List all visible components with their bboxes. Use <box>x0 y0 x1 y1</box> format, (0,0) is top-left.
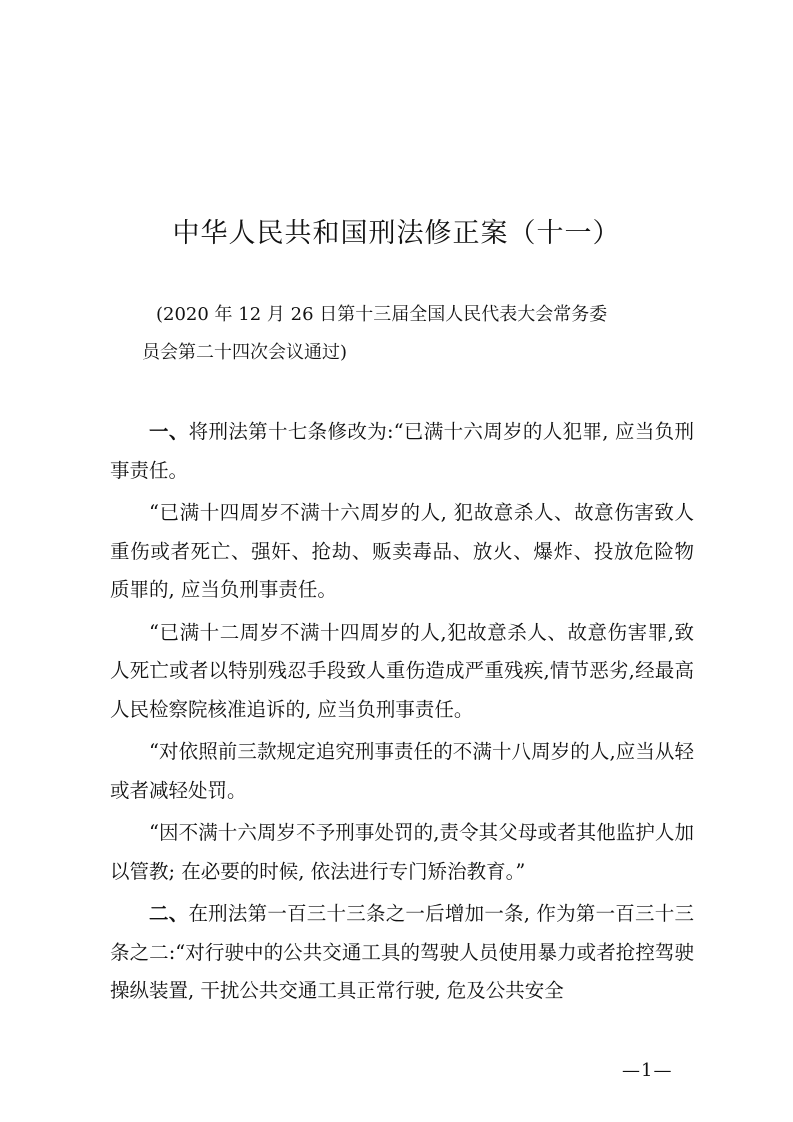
paragraph-5 <box>110 814 694 891</box>
subtitle-line-2: 员会第二十四次会议通过) <box>142 342 348 363</box>
document-subtitle <box>142 296 682 372</box>
paragraph-1-text: 将刑法第十七条修改为:“已满十六周岁的人犯罪, 应当负刑事责任。 <box>110 420 694 482</box>
paragraph-2-text: “已满十四周岁不满十六周岁的人, 犯故意杀人、故意伤害致人重伤或者死亡、强奸、抢劫、贩卖毒品、放火、爆炸、投放危险物质罪的, 应当负刑事责任。 <box>110 501 694 601</box>
paragraph-3-text: “已满十二周岁不满十四周岁的人,犯故意杀人、故意伤害罪,致人死亡或者以特别残忍手段致人重伤造成严重残疾,情节恶劣,经最高人民检察院核准追诉的, 应当负刑事责任。 <box>110 620 694 721</box>
document-title: 中华人民共和国刑法修正案（十一） <box>172 218 621 249</box>
page-number: —1— <box>622 1060 673 1081</box>
paragraph-3 <box>110 614 694 730</box>
paragraph-5-text: “因不满十六周岁不予刑事处罚的,责令其父母或者其他监护人加以管教; 在必要的时候, 依法进行专门矫治教育。” <box>110 821 694 883</box>
paragraph-2 <box>110 494 694 610</box>
paragraph-4 <box>110 733 694 810</box>
paragraph-6-text: 在刑法第一百三十三条之一后增加一条, 作为第一百三十三条之二:“对行驶中的公共交通工具的驾驶人员使用暴力或者抢控驾驶操纵装置, 干扰公共交通工具正常行驶, 危及公共安全 <box>110 902 694 1002</box>
subtitle-line-1: (2020 年 12 月 26 日第十三届全国人民代表大会常务委 <box>156 304 608 325</box>
paragraph-4-text: “对依照前三款规定追究刑事责任的不满十八周岁的人,应当从轻或者减轻处罚。 <box>110 740 694 802</box>
document-body <box>110 413 694 1015</box>
paragraph-6 <box>110 895 694 1011</box>
paragraph-1 <box>110 413 694 490</box>
paragraph-1-lead: 一、 <box>149 420 189 443</box>
paragraph-6-lead: 二、 <box>149 902 189 925</box>
